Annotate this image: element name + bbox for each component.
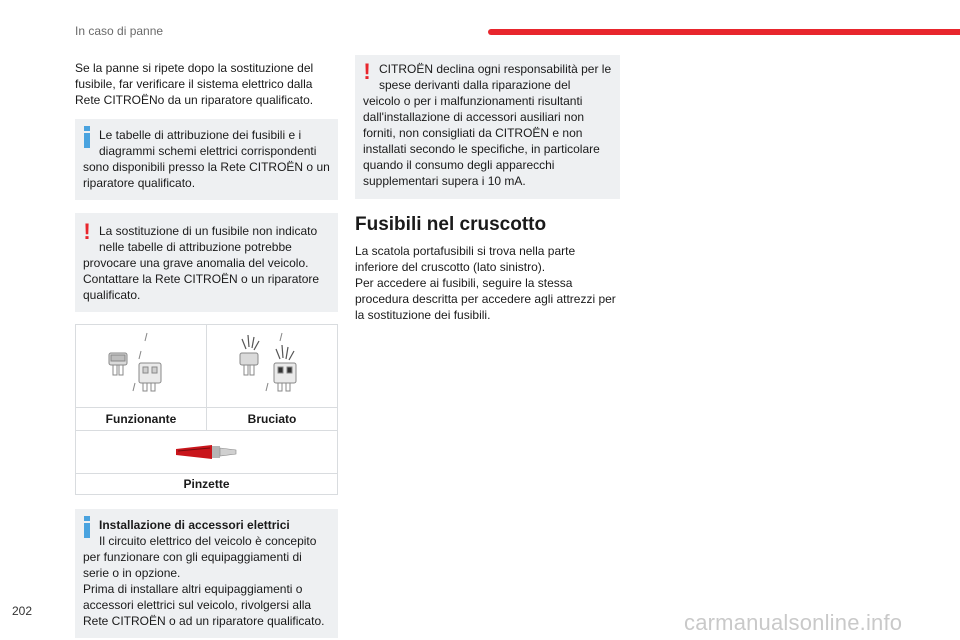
fuse-table (75, 324, 338, 495)
fuse-blown-illustration (206, 325, 337, 407)
running-header: In caso di panne (75, 24, 164, 38)
warning-box-fuse-replacement (75, 213, 338, 312)
warning-box-text: provocare una grave anomalia del veicolo. Contattare la Rete CITROËN o un riparatore qualificato. (83, 256, 320, 302)
header-accent-bar (488, 29, 960, 35)
info-box-accessories (75, 509, 338, 638)
right-column (355, 55, 620, 323)
fuse-working-label: Funzionante (105, 412, 177, 426)
section-body-2: Per accedere ai fusibili, seguire la stessa procedura descritta per accedere agli attrezzi per la sostituzione dei fusibili. (355, 276, 616, 322)
accessory-box-text: per funzionare con gli equipaggiamenti di serie o in opzione. (83, 550, 302, 580)
pincer-illustration (76, 430, 337, 473)
fuse-working-illustration (76, 325, 206, 407)
accessory-box-text-2: Prima di installare altri equipaggiamenti o accessori elettrici sul veicolo, rivolgersi alla Rete CITROËN o ad un riparatore qualificato. (83, 582, 325, 628)
fuse-blown-icon (232, 331, 312, 401)
responsibility-lead: CITROËN declina ogni responsabilità per le spese derivanti dalla riparazione del (379, 62, 612, 92)
warning-box-lead: La sostituzione di un fusibile non indicato nelle tabelle di attribuzione potrebbe (99, 224, 318, 254)
info-icon (84, 126, 90, 148)
pincer-icon (172, 439, 242, 465)
left-column (75, 60, 338, 638)
fuse-working-icon (101, 331, 181, 401)
pincer-label: Pinzette (76, 473, 337, 494)
intro-paragraph: Se la panne si ripete dopo la sostituzione del fusibile, far verificare il sistema elettrico dalla Rete CITROËNo da un riparatore qualificato. (75, 61, 314, 107)
section-body-1: La scatola portafusibili si trova nella parte inferiore del cruscotto (lato sinistro). (355, 244, 576, 274)
watermark: carmanualsonline.info (684, 610, 903, 635)
accessory-box-lead: Il circuito elettrico del veicolo è concepito (99, 534, 317, 548)
warning-icon: ! (83, 219, 91, 244)
fuse-blown-label: Bruciato (206, 408, 337, 430)
info-box-fuse-tables (75, 119, 338, 200)
warning-icon: ! (363, 59, 371, 84)
responsibility-text: veicolo o per i malfunzionamenti risultanti dall'installazione di accessori ausiliari non forniti, non consigliati da CITROËN e non installati secondo le specifiche, in particolare quando il consumo degli apparecchi supplementari supera i 10 mA. (363, 94, 600, 188)
warning-box-responsibility (355, 55, 620, 199)
info-box-lead: Le tabelle di attribuzione dei fusibili e i diagrammi schemi elettrici corrispondenti (99, 128, 317, 158)
page-number: 202 (12, 604, 33, 618)
info-icon (84, 516, 90, 538)
section-title: Fusibili nel cruscotto (355, 214, 547, 235)
accessory-box-title: Installazione di accessori elettrici (99, 518, 290, 532)
info-box-text: sono disponibili presso la Rete CITROËN o un riparatore qualificato. (83, 160, 330, 190)
